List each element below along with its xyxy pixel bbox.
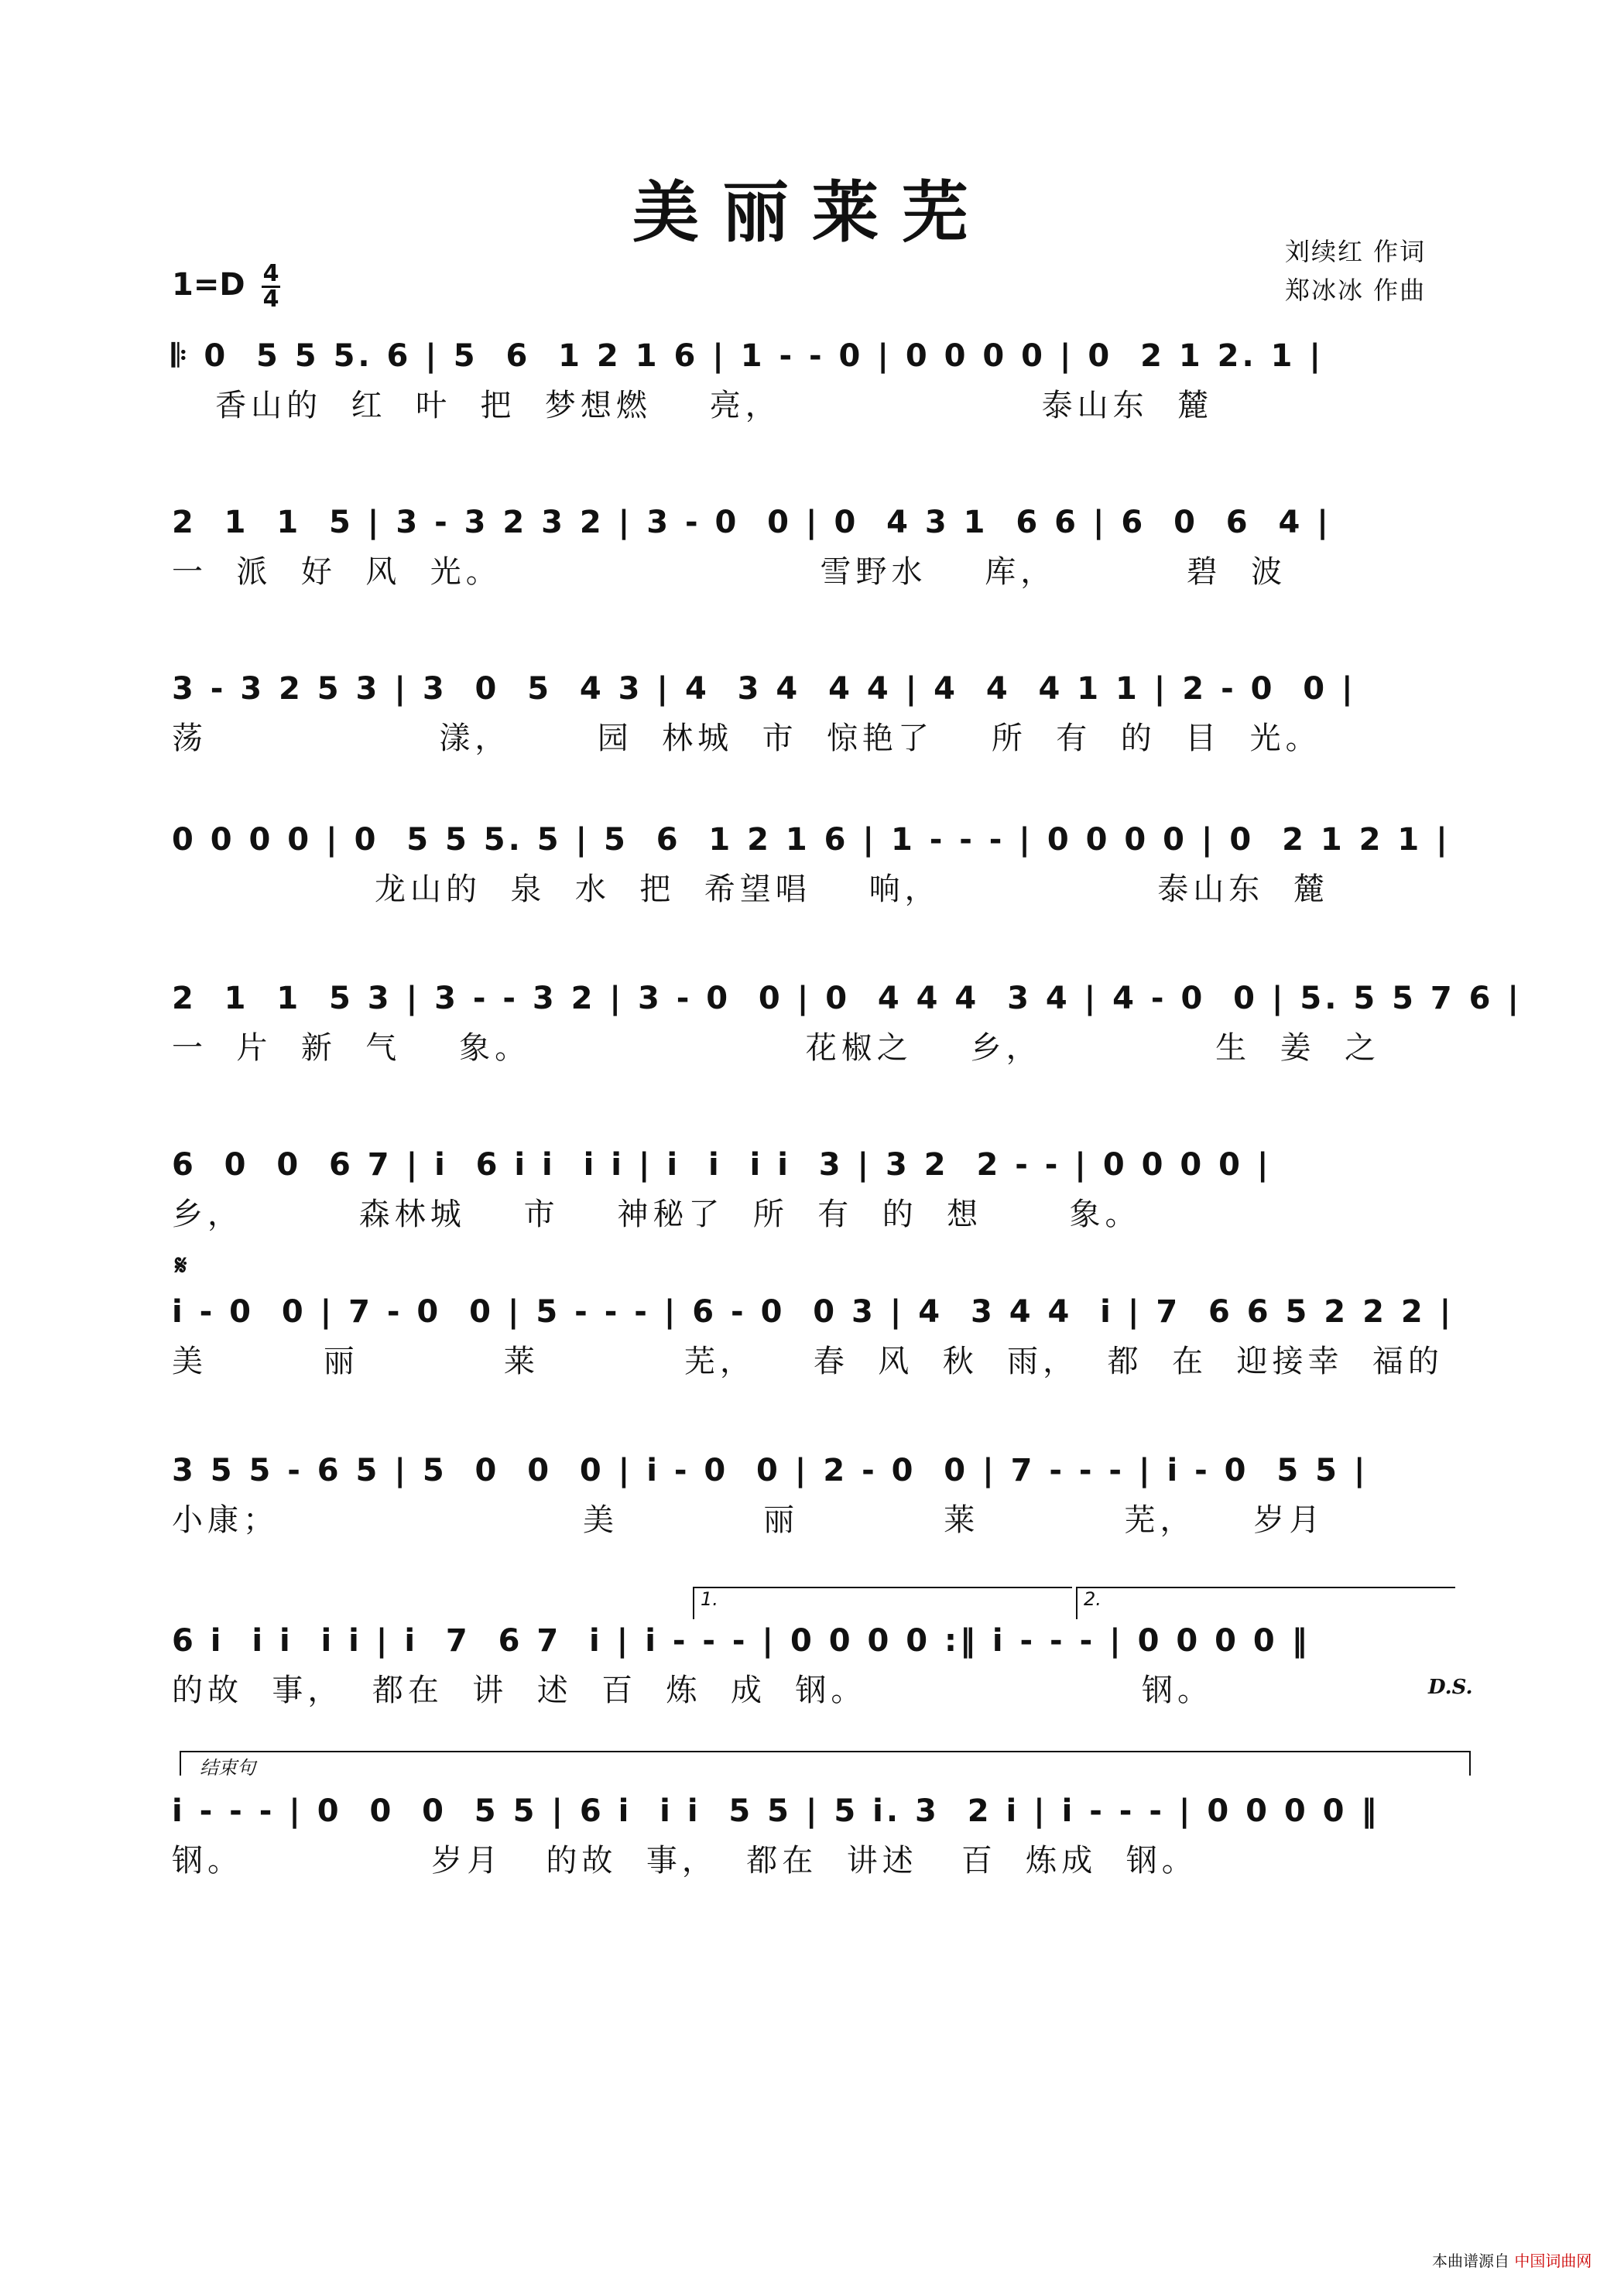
dal-segno-mark: D.S. [1428, 1676, 1473, 1699]
source-footer [1432, 2248, 1591, 2271]
notes-line: 3 5 5 - 6 5 | 5 0 0 0 | i - 0 0 | 2 - 0 0 | 7 - - - | i - 0 5 5 | [172, 1453, 1369, 1488]
notes-line: 0 0 0 0 | 0 5 5 5. 5 | 5 6 1 2 1 6 | 1 - - - | 0 0 0 0 | 0 2 1 2 1 | [172, 822, 1451, 858]
coda-bracket [180, 1751, 1471, 1779]
lyrics-line: 荡 漾， 园 林城 市 惊艳了 所 有 的 目 光。 [172, 720, 1321, 756]
composer-credit: 郑冰冰 作曲 [1285, 276, 1427, 305]
lyrics-line: 美 丽 莱 芜， 春 风 秋 雨， 都 在 迎接幸 福的 [172, 1343, 1444, 1379]
notes-line: 2 1 1 5 | 3 - 3 2 3 2 | 3 - 0 0 | 0 4 3 1 6 6 | 6 0 6 4 | [172, 505, 1331, 540]
second-ending-label: 2. [1084, 1588, 1102, 1610]
system-4 [172, 809, 1457, 964]
system-3 [172, 658, 1457, 813]
notes-line: i - 0 0 | 7 - 0 0 | 5 - - - | 6 - 0 0 3 | 4 3 4 4 i | 7 6 6 5 2 2 2 | [172, 1294, 1454, 1330]
coda-label: 结束句 [200, 1757, 255, 1779]
system-2 [172, 491, 1457, 646]
song-title: 美丽莱芜 [632, 173, 992, 252]
time-signature-bottom: 4 [262, 286, 279, 313]
lyrics-line: 小康； 美 丽 莱 芜， 岁月 [172, 1502, 1325, 1538]
notes-line: i - - - | 0 0 0 5 5 | 6 i i i 5 5 | 5 i. 3 2 i | i - - - | 0 0 0 0 ‖ [172, 1793, 1380, 1829]
lyrics-line: 乡， 森林城 市 神秘了 所 有 的 想 象。 [172, 1196, 1141, 1232]
footer-prefix: 本曲谱源自 [1432, 2252, 1509, 2270]
time-signature-top: 4 [262, 260, 279, 287]
lyrics-line: 香山的 红 叶 把 梦想燃 亮， 泰山东 麓 [172, 387, 1214, 423]
lyrics-line: 钢。 岁月 的故 事， 都在 讲述 百 炼成 钢。 [172, 1842, 1197, 1879]
system-8 [172, 1440, 1457, 1594]
notes-line: 3 - 3 2 5 3 | 3 0 5 4 3 | 4 3 4 4 4 | 4 4 4 1 1 | 2 - 0 0 | [172, 671, 1356, 707]
notes-line: 6 0 0 6 7 | i 6 i i i i | i i i i 3 | 3 2 2 - - | 0 0 0 0 | [172, 1147, 1272, 1183]
system-6 [172, 1134, 1457, 1289]
footer-site-link[interactable]: 中国词曲网 [1514, 2252, 1592, 2270]
system-1 [172, 325, 1457, 480]
key-signature: 1=D [172, 267, 245, 303]
notes-line: 6 i i i i i | i 7 6 7 i | i - - - | 0 0 0 0 :‖ i - - - | 0 0 0 0 ‖ [172, 1623, 1311, 1659]
lyrics-line: 的故 事， 都在 讲 述 百 炼 成 钢。 钢。 [172, 1672, 1214, 1708]
system-10 [172, 1780, 1457, 1935]
segno-sign: 𝄋 [175, 1250, 187, 1282]
system-7 [172, 1281, 1457, 1436]
credits [1285, 232, 1426, 310]
notes-line: 2 1 1 5 3 | 3 - - 3 2 | 3 - 0 0 | 0 4 4 4 3 4 | 4 - 0 0 | 5. 5 5 7 6 | [172, 981, 1523, 1016]
lyrics-line: 龙山的 泉 水 把 希望唱 响， 泰山东 麓 [172, 871, 1329, 907]
first-ending-label: 1. [701, 1588, 718, 1610]
lyrics-line: 一 派 好 风 光。 雪野水 库， 碧 波 [172, 553, 1287, 590]
lyrics-line: 一 片 新 气 象。 花椒之 乡， 生 姜 之 [172, 1029, 1381, 1066]
system-9 [172, 1610, 1457, 1765]
time-signature [262, 260, 280, 313]
system-5 [172, 968, 1523, 1122]
notes-line: 𝄆 0 5 5 5. 6 | 5 6 1 2 1 6 | 1 - - 0 | 0 0 0 0 | 0 2 1 2. 1 | [172, 338, 1324, 374]
lyricist-credit: 刘续红 作词 [1285, 237, 1427, 266]
